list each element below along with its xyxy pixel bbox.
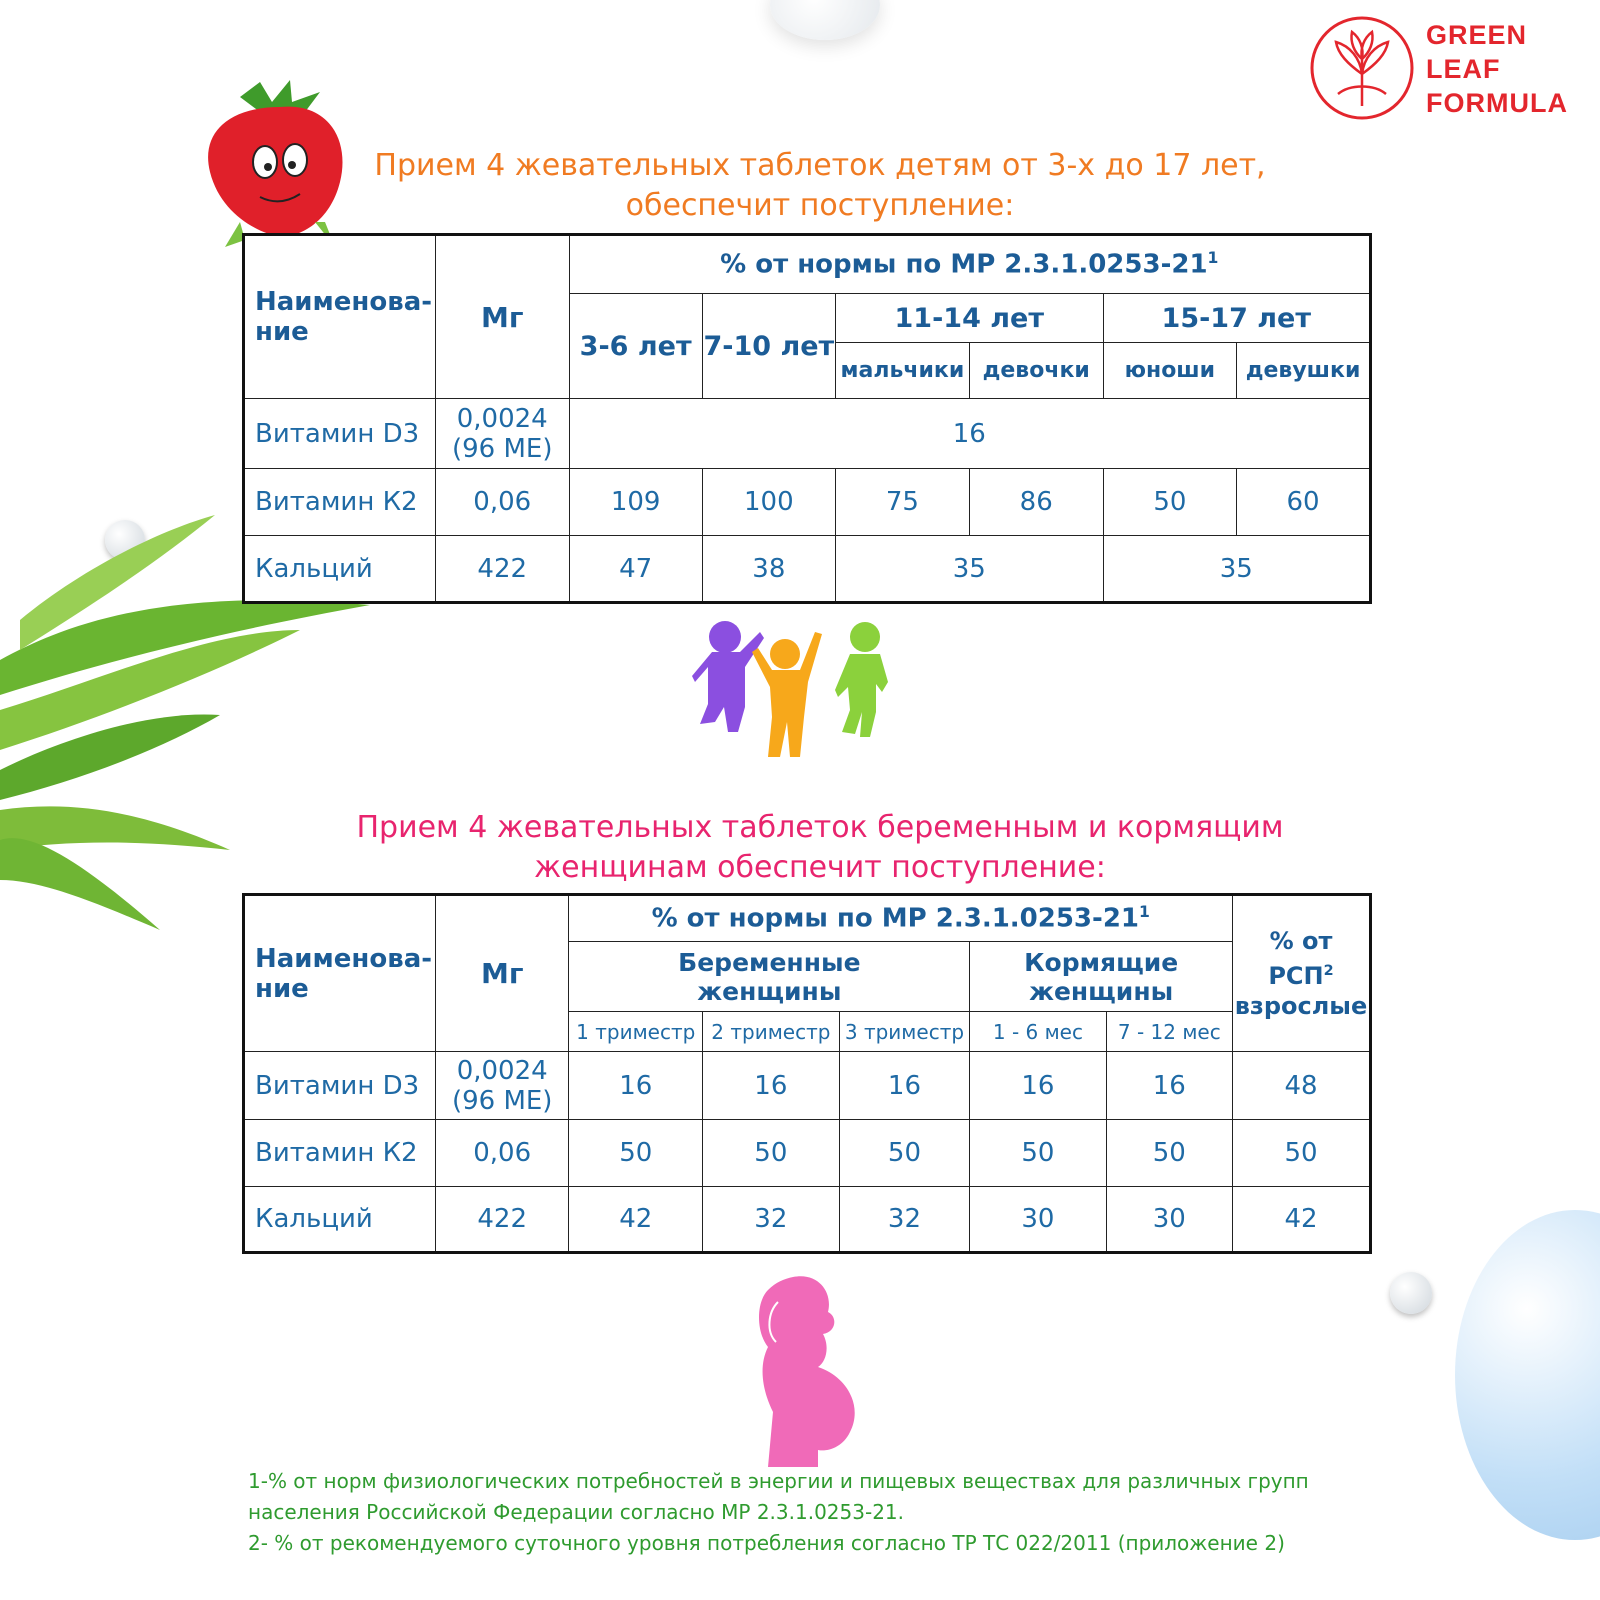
row-mg	[435, 399, 569, 469]
sub-boys: мальчики	[835, 343, 969, 399]
rsp-header-line-2: взрослые	[1234, 992, 1368, 1020]
table-row	[244, 1052, 1371, 1120]
row-mg: 422	[435, 1187, 569, 1253]
row-name: Кальций	[244, 536, 436, 603]
children-nutrient-table	[242, 233, 1372, 604]
row-mg-line-1: 0,0024	[456, 1055, 548, 1086]
table-row	[244, 469, 1371, 536]
sub-young-men: юноши	[1103, 343, 1237, 399]
table-row	[244, 536, 1371, 603]
children-section-title	[300, 146, 1340, 226]
row-name: Витамин D3	[244, 399, 436, 469]
row-value: 16	[970, 1052, 1106, 1120]
children-title-line-1: Прием 4 жевательных таблеток детям от 3-х до 17 лет,	[374, 148, 1266, 183]
pregnant-woman-silhouette-icon	[738, 1272, 868, 1472]
row-value: 16	[703, 1052, 840, 1120]
row-value: 47	[569, 536, 702, 603]
table-row	[244, 1187, 1371, 1253]
row-value: 50	[1103, 469, 1237, 536]
brand-line-3: FORMULA	[1426, 88, 1568, 118]
footnote-2: 2- % от рекомендуемого суточного уровня потребления согласно ТР ТС 022/2011 (приложение 2)	[248, 1531, 1285, 1555]
row-value: 16	[839, 1052, 970, 1120]
row-value: 42	[569, 1187, 703, 1253]
row-value: 35	[1103, 536, 1370, 603]
women-nutrient-table	[242, 893, 1372, 1254]
water-drop-large-right	[1455, 1210, 1600, 1540]
row-value-all: 16	[569, 399, 1370, 469]
row-mg-line-2: (96 МЕ)	[451, 1085, 553, 1116]
sub-trimester-3: 3 триместр	[839, 1012, 970, 1052]
rsp-header	[1232, 895, 1370, 1052]
norm-header	[569, 895, 1233, 942]
row-value: 42	[1232, 1187, 1370, 1253]
row-mg: 0,06	[435, 1120, 569, 1187]
children-title-line-2: обеспечит поступление:	[625, 188, 1015, 223]
brand-name	[1426, 18, 1568, 120]
row-value: 35	[835, 536, 1103, 603]
row-value: 50	[1106, 1120, 1232, 1187]
row-value: 100	[702, 469, 835, 536]
age-11-14: 11-14 лет	[835, 294, 1103, 343]
row-value: 30	[1106, 1187, 1232, 1253]
brand-line-1: GREEN	[1426, 20, 1528, 50]
norm-header-text: % от нормы по МР 2.3.1.0253-21	[651, 903, 1139, 934]
age-7-10: 7-10 лет	[702, 294, 835, 399]
row-value: 32	[703, 1187, 840, 1253]
footnote-1-line-1: 1-% от норм физиологических потребностей в энергии и пищевых веществах для различных групп	[248, 1469, 1309, 1493]
rsp-header-line-1	[1233, 926, 1369, 991]
footnote-1-line-2: населения Российской Федерации согласно МР 2.3.1.0253-21.	[248, 1500, 904, 1524]
row-value: 16	[1106, 1052, 1232, 1120]
column-header-name: Наименова-ние	[244, 235, 436, 399]
sub-months-7-12: 7 - 12 мес	[1106, 1012, 1232, 1052]
rsp-header-text: % от РСП	[1268, 927, 1333, 990]
row-value: 50	[1232, 1120, 1370, 1187]
age-3-6: 3-6 лет	[569, 294, 702, 399]
group-lactating-line-2: женщины	[1029, 976, 1174, 1006]
column-header-mg: Мг	[435, 895, 569, 1052]
column-header-name: Наименова-ние	[244, 895, 436, 1052]
norm-header	[569, 235, 1370, 294]
row-name: Витамин К2	[244, 469, 436, 536]
row-value: 86	[969, 469, 1103, 536]
row-name: Витамин К2	[244, 1120, 436, 1187]
row-value: 16	[569, 1052, 703, 1120]
sub-months-1-6: 1 - 6 мес	[970, 1012, 1106, 1052]
norm-header-text: % от нормы по МР 2.3.1.0253-21	[720, 249, 1208, 280]
water-drop-small-right	[1390, 1272, 1432, 1314]
row-value: 32	[839, 1187, 970, 1253]
row-value: 48	[1232, 1052, 1370, 1120]
group-lactating-line-1: Кормящие	[1024, 947, 1179, 977]
row-mg: 0,06	[435, 469, 569, 536]
women-title-line-1: Прием 4 жевательных таблеток беременным и кормящим	[356, 810, 1284, 845]
row-value: 60	[1237, 469, 1371, 536]
table-row	[244, 399, 1371, 469]
footnotes	[248, 1466, 1448, 1559]
children-silhouettes-icon	[690, 612, 910, 767]
sub-trimester-1: 1 триместр	[569, 1012, 703, 1052]
table-row	[244, 1120, 1371, 1187]
row-name: Витамин D3	[244, 1052, 436, 1120]
group-pregnant-line-2: женщины	[697, 976, 842, 1006]
water-drop-top	[770, 0, 880, 40]
women-section-title	[300, 808, 1340, 888]
row-name: Кальций	[244, 1187, 436, 1253]
row-value: 50	[970, 1120, 1106, 1187]
group-lactating	[970, 942, 1233, 1012]
rsp-footnote-mark: 2	[1323, 963, 1334, 979]
brand-line-2: LEAF	[1426, 54, 1501, 84]
group-pregnant-line-1: Беременные	[678, 947, 861, 977]
norm-footnote-mark: 1	[1207, 249, 1219, 268]
group-pregnant	[569, 942, 970, 1012]
row-mg	[435, 1052, 569, 1120]
row-value: 109	[569, 469, 702, 536]
norm-footnote-mark: 1	[1139, 903, 1150, 922]
sub-trimester-2: 2 триместр	[703, 1012, 840, 1052]
row-value: 30	[970, 1187, 1106, 1253]
row-mg-line-1: 0,0024	[456, 403, 548, 434]
sub-young-women: девушки	[1237, 343, 1371, 399]
women-title-line-2: женщинам обеспечит поступление:	[534, 850, 1106, 885]
green-leaf-formula-logo	[1308, 14, 1416, 122]
sub-girls: девочки	[969, 343, 1103, 399]
row-mg-line-2: (96 МЕ)	[452, 433, 553, 464]
row-value: 50	[839, 1120, 970, 1187]
age-15-17: 15-17 лет	[1103, 294, 1370, 343]
row-value: 50	[703, 1120, 840, 1187]
row-value: 50	[569, 1120, 703, 1187]
row-value: 38	[702, 536, 835, 603]
row-value: 75	[835, 469, 969, 536]
column-header-mg: Мг	[435, 235, 569, 399]
row-mg: 422	[435, 536, 569, 603]
